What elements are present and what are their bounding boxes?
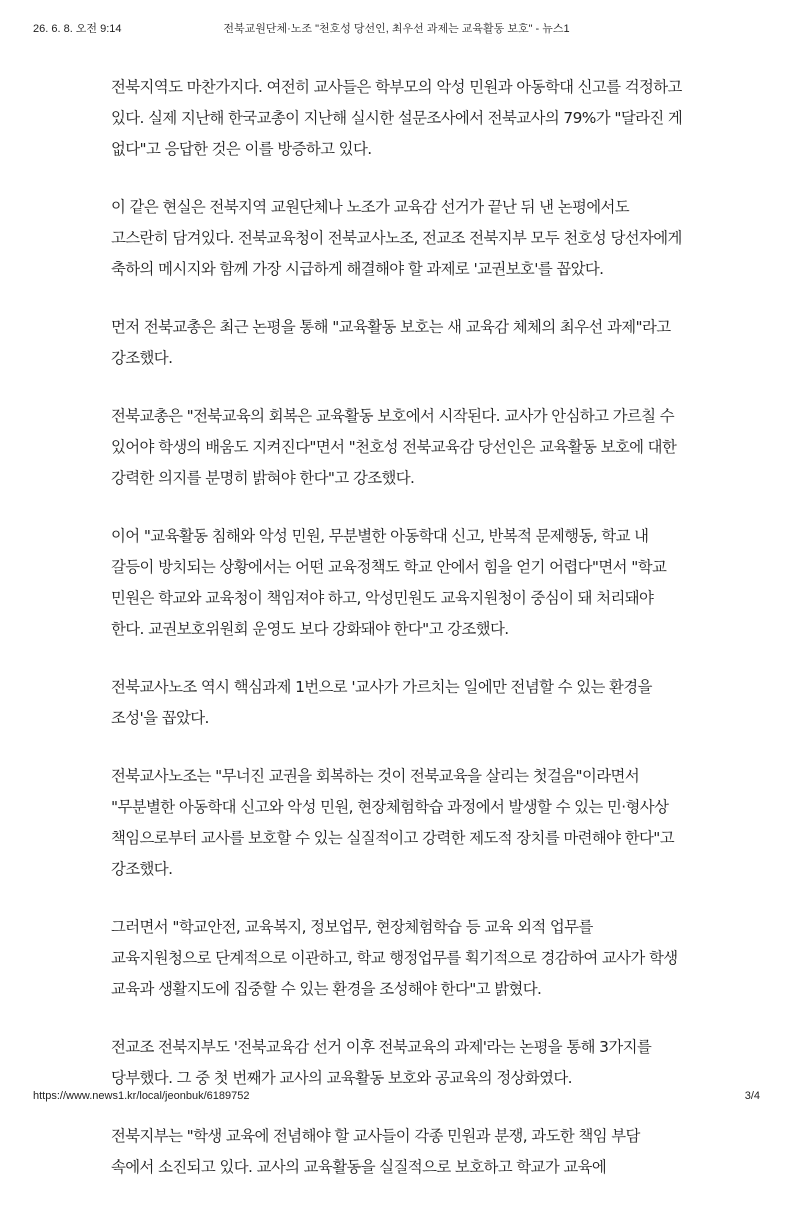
article-paragraph: 전북지역도 마찬가지다. 여전히 교사들은 학부모의 악성 민원과 아동학대 신고를 걱정하고 있다. 실제 지난해 한국교총이 지난해 실시한 설문조사에서 전북교사의 79%가 "달라진 게 없다"고 응답한 것은 이를 방증하고 있다.	[111, 78, 683, 158]
article-paragraph: 이 같은 현실은 전북지역 교원단체나 노조가 교육감 선거가 끝난 뒤 낸 논평에서도 고스란히 담겨있다. 전북교육청이 전북교사노조, 전교조 전북지부 모두 천호성 당선자에게 축하의 메시지와 함께 가장 시급하게 해결해야 할 과제로 '교권보호'를 꼽았다.	[111, 198, 682, 278]
article-paragraph: 전북교사노조는 "무너진 교권을 회복하는 것이 전북교육을 살리는 첫걸음"이라면서 "무분별한 아동학대 신고와 악성 민원, 현장체험학습 과정에서 발생할 수 있는 민·형사상 책임으로부터 교사를 보호할 수 있는 실질적이고 강력한 제도적 장치를 마련해야 한다"고 강조했다.	[111, 767, 675, 878]
article-paragraph: 전북교사노조 역시 핵심과제 1번으로 '교사가 가르치는 일에만 전념할 수 있는 환경을 조성'을 꼽았다.	[111, 678, 652, 727]
print-footer	[33, 1090, 760, 1106]
article-paragraph: 전교조 전북지부도 '전북교육감 선거 이후 전북교육의 과제'라는 논평을 통해 3가지를 당부했다. 그 중 첫 번째가 교사의 교육활동 보호와 공교육의 정상화였다.	[111, 1038, 652, 1087]
article-paragraph: 그러면서 "학교안전, 교육복지, 정보업무, 현장체험학습 등 교육 외적 업무를 교육지원청으로 단계적으로 이관하고, 학교 행정업무를 획기적으로 경감하여 교사가 학생 교육과 생활지도에 집중할 수 있는 환경을 조성해야 한다"고 밝혔다.	[111, 918, 678, 998]
print-date: 26. 6. 8. 오전 9:14	[33, 23, 122, 35]
article-paragraph: 이어 "교육활동 침해와 악성 민원, 무분별한 아동학대 신고, 반복적 문제행동, 학교 내 갈등이 방치되는 상황에서는 어떤 교육정책도 학교 안에서 힘을 얻기 어렵다"면서 "학교 민원은 학교와 교육청이 책임져야 하고, 악성민원도 교육지원청이 중심이 돼 처리돼야 한다. 교권보호위원회 운영도 보다 강화돼야 한다"고 강조했다.	[111, 527, 667, 638]
print-header	[33, 20, 760, 36]
article-paragraph: 먼저 전북교총은 최근 논평을 통해 "교육활동 보호는 새 교육감 체체의 최우선 과제"라고 강조했다.	[111, 318, 671, 367]
page-number: 3/4	[744, 1090, 760, 1102]
article-paragraph: 전북교총은 "전북교육의 회복은 교육활동 보호에서 시작된다. 교사가 안심하고 가르칠 수 있어야 학생의 배움도 지켜진다"면서 "천호성 전북교육감 당선인은 교육활동 보호에 대한 강력한 의지를 분명히 밝혀야 한다"고 강조했다.	[111, 407, 677, 487]
article-paragraph: 전북지부는 "학생 교육에 전념해야 할 교사들이 각종 민원과 분쟁, 과도한 책임 부담 속에서 소진되고 있다. 교사의 교육활동을 실질적으로 보호하고 학교가 교육에	[111, 1127, 640, 1176]
page-title: 전북교원단체·노조 "천호성 당선인, 최우선 과제는 교육활동 보호" - 뉴스1	[223, 23, 570, 35]
article-body	[111, 72, 685, 1210]
page-url: https://www.news1.kr/local/jeonbuk/6189752	[33, 1090, 250, 1102]
